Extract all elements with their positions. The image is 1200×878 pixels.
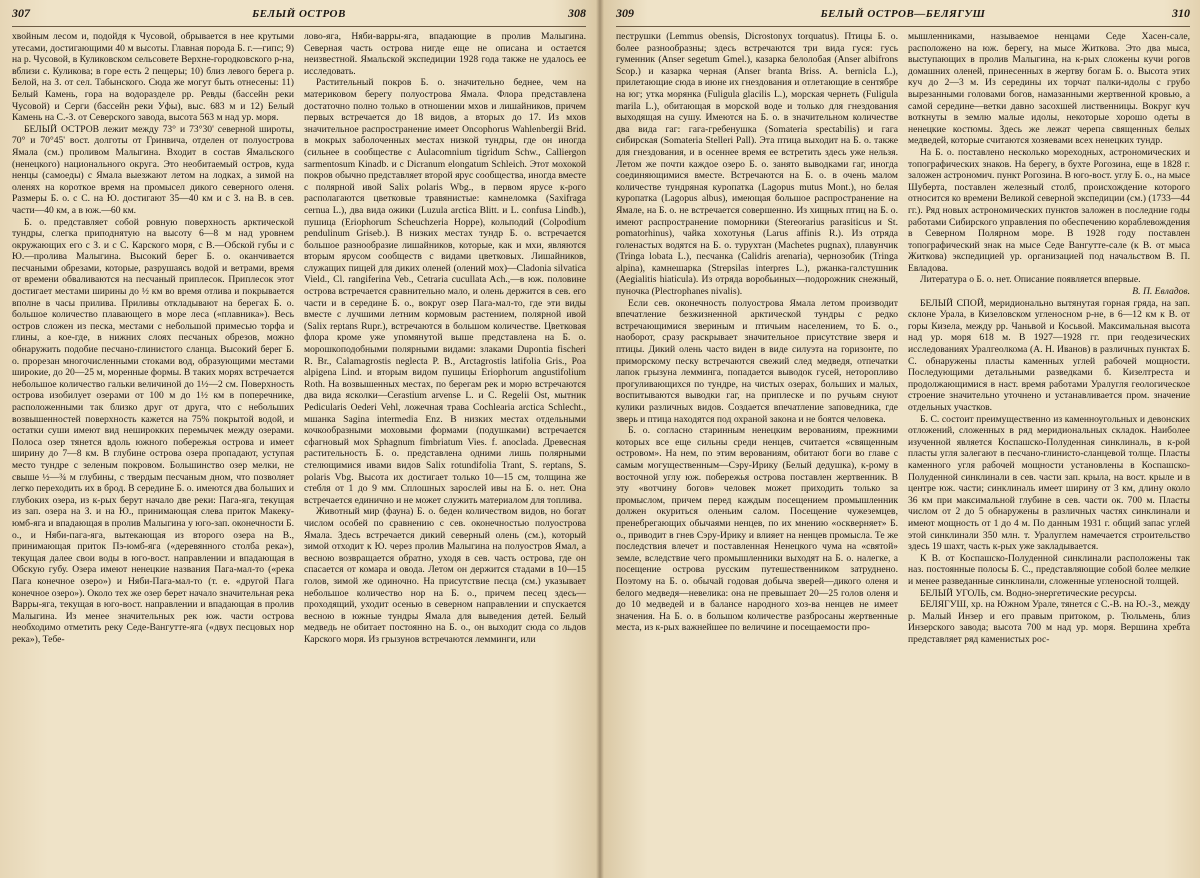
page-number-310: 310 [1171, 6, 1190, 20]
paragraph-fauna: Животный мир (фауна) Б. о. беден количеством видов, но богат числом особей по сравнению с сев. оконечностью полуострова Ямала. Здесь встречается дикий северный олень (см.), который зимой отходит к Ю. через пролив Малыгина на полуостров Ямал, а весною возвращается обратно, уходя в сев. часть острова, где он спасается от комара и овода. Летом он держится стадами в 10—15 голов, зимой же одиночно. На присутствие песца (см.) указывает небольшое количество нор на Б. о., причем песец здесь—проходящий, уходит осенью в северном направлении и спускается весною в южные тундры Ямала для выведения детей. Белый медведь не обитает постоянно на Б. о., он выходит сюда со льдов Карского моря. Из грызунов встречаются лемминги, или [304, 506, 586, 645]
paragraph: Б. о. представляет собой ровную поверхность арктической тундры, слегка приподнятую на высоту 6—8 м над уровнем окружающих его с З. и с С. Карского моря, с В.—Обской губы и с Ю.—пролива Малыгина. Высокий берег Б. о. оканчивается песчаными обрезами, которые, разрушаясь водой и ветрами, время от времени обваливаются на песчаный приплесок. Приплесок этот достигает местами ширины до ½ км во время отлива и покрывается вполне в часы прилива. Приливы откладывают на берегах Б. о. большое количество плавающего в море леса («плавника»). Весь остров сложен из песка, местами с небольшой примесью торфа и глины, а кое-где, в нижних слоях песчаных обрезов, можно обнаружить подобие песчано-глинистого сланца. Высокий берег Б. о. прорезан многочисленными стоками вод, образующими местами широкие, до 20—25 м, моренные формы. В таких морях встречается небольшое количество гальки величиной до 1½—2 см. Поверхность острова изобилует озерами от 100 м до 1½ км в поперечнике, расположенными так близко друг от друга, что с небольших возвышенностей поверхность кажется на 75% покрытой водой, и остатки суши имеют вид неширокких перемычек между озерами. Полоса озер тянется вдоль южного побережья острова и имеет ширину до 7—8 км. В глубине острова озера пропадают, уступая место тундре с зеленым покровом. Большинство озер мелки, не свыше ½—¾ м глубины, с твердым песчаным дном, что позволяет легко переходить их в брод. В середине Б. о. имеются два больших и глубоких озера, из к-рых берут начало две реки: Пага-яга, текущая из зап. озера на З. и на Ю., принимающая слева приток Макеку-юмб-яга и впадающая в пролив Малыгина у юго-зап. оконечности Б. о., и Няби-пага-яга, вытекающая из второго озера на В., принимающая приток Пэ-юмб-яга («деревянного столба река»), текущая далее свои воды в юго-вост. направлении и впадающая в Обскую губу. Озера имеют ненецкие названия Пага-мал-то («река Пага конечное озеро») и Няби-Пага-мал-то (т. е. «другой Пага конечное озеро»). Около тех же озер берет начало значительная река Варры-яга, текущая в юго-вост. направлении и впадающая в пролив Малыгина. Из менее значительных рек юж. части острова необходимо отметить реку Седе-Вангутте-яга («двух песцовых нор река»), Тебе- [12, 216, 294, 645]
paragraph: К В. от Коспашско-Полуденной синклинали расположены так наз. постоянные полосы Б. С., представляющие собой более мелкие и менее разведанные синклинали, сложенные угленосной толщей. [908, 552, 1190, 587]
paragraph-beliy-ostrov: БЕЛЫЙ ОСТРОВ лежит между 73° и 73°30' северной широты, 70° и 70°45' вост. долготы от Гринвича, отделен от полуострова Ямала (см.) проливом Малыгина. Входит в состав Ямальского (ненецкого) национального округа. Это необитаемый остров, куда ненцы (самоеды) с Ямала выезжают летом на лодках, а зимой на оленях на короткое время на промысел дикого северного оленя. Размеры Б. о. с С. на Ю. достигают 35—40 км и с З. на В. в сев. части—40 км, а в юж.—60 км. [12, 123, 294, 216]
paragraph: Б. С. состоит преимущественно из каменноугольных и девонских отложений, сложенных в ряд меридиональных складок. Наиболее изученной является Коспашско-Полуденная синклиналь, в к-рой пласты угля залегают в песчано-глинисто-сланцевой толще. Пласты каменного угля рабочей мощности установлены в Коспашско-Полуденной синклинали в сев. части зап. крыла, на вост. крыле и в центре юж. части; синклиналь имеет ширину от 3 км, длину около 36 км при максимальной глубине в сев. части ок. 700 м. Пласты числом от 2 до 5 обнаружены в различных частях синклинали и имеют мощность от 1 до 4 м. По данным 1931 г. общий запас углей этой синклинали 350 млн. т. Уралуглем намечается строительство здесь 19 шахт, часть к-рых уже закладывается. [908, 413, 1190, 553]
left-column-1 [12, 31, 294, 871]
paragraph: Если сев. оконечность полуострова Ямала летом производит впечатление безжизненной арктической тундры с редко встречающимися звериным и птичьим населением, то Б. о., наоборот, сразу раскрывает значительное присутствие зверя и птицы. Дикий олень часто виден в виде силуэта на горизонте, по приморскому песку встречаются свежий след медведя, отпечатки лапок грызуна лемминга, попадается выводок гусей, неторопливо прогуливающихся по тундре, на чистых озерах, больших и малых, воспитываются выводки гаг, на приплеске и по ручьям снуют кулики различных видов. Создается впечатление заповедника, где зверь и птица находятся под охраной закона и не боятся человека. [616, 297, 898, 425]
left-column-2 [304, 31, 586, 871]
page-number-309: 309 [616, 6, 634, 20]
right-column-2 [908, 31, 1190, 871]
paragraph: мышленниками, называемое ненцами Седе Хасен-сале, расположено на юж. берегу, на мысе Житкова. Это два мыса, выступающих в пролив Малыгина, на к-рых сложены кучи рогов домашних оленей, принесенных в жертву богам Б. о. Высота этих куч до 2—3 м. Из середины их торчат палки-идолы с грубо вырезанными головами богов, намазанными жертвенной кровью, а самой середине—ветки давно засохшей лиственницы. Вокруг куч воткнуты в землю малые идолы, некоторые хорошо одеты в ненецкие костюмы. Здесь же лежат черепа священных белых медведей, которые считаются хозяевами всех ненецких тундр. [908, 31, 1190, 147]
right-running-title: БЕЛЫЙ ОСТРОВ—БЕЛЯГУШ [820, 8, 986, 20]
right-column-1 [616, 31, 898, 871]
paragraph-beliefs: Б. о. согласно старинным ненецким верованиям, прежними которых все еще сильны среди ненцев, считается «священным островом». На нем, по этим верованиям, обитают боги во главе с самым могущественным—Сэру-Ирику (Белый дедушка), к-рому в восточной углу юж. побережья острова поставлен жертвенник. В эту «вотчину богов» человек может приходить только за промыслом, причем перед каждым посещением промышленник должен окуриться оленьим салом. Посещение чужеземцев, пренебрегающих обычаями ненцев, по их мнению «оскверняет» Б. о., приводит в гнев Сэру-Ирику и влияет на ненцев промысла. Те же последствия влечет и поставленная Ненецкого чума на «святой» земле, вследствие чего промышленники выходят на Б. о. налегке, а посещение острова русским путешественником затруднено. Поэтому на Б. о. обычай годовая добыча зверей—дикого оленя и белого медведя—невелика: она не превышает 20—25 голов оленя и до 10 медведей и в балансе народного хоз-ва ненцев не имеет значения. На Б. о. в большом количестве разбросаны жертвенные места, из к-рых важнейшее по величине и посещаемости про- [616, 425, 898, 634]
right-page [600, 0, 1200, 878]
page-number-308: 308 [567, 6, 586, 20]
left-running-head [12, 6, 586, 27]
left-running-title: БЕЛЫЙ ОСТРОВ [252, 8, 346, 20]
paragraph-survey-marks: На Б. о. поставлено несколько мореходных, астрономических и топографических знаков. На берегу, в бухте Рогозина, еще в 1828 г. заложен астрономич. пункт Рогозина. В юго-вост. углу Б. о., на мысе Шуберта, поставлен железный столб, происхождение которого относится ко времени Великой северной экспедиции (см.) (1733—44 гг.). Ряд новых астрономических пунктов заложен в последние годы работами Сибирского управления по обеспечению кораблевождения в Северном Полярном море. В 1928 году поставлен топографический знак на мысе Седе Вангутте-сале (к В. от мыса Житкова) экспедицией ур. организацией под начальством В. П. Евладова. [908, 146, 1190, 274]
paragraph-beliy-ugol: БЕЛЫЙ УГОЛЬ, см. Водно-энергетические ресурсы. [920, 587, 1137, 599]
right-columns [616, 31, 1190, 871]
right-running-head [616, 6, 1190, 27]
author-signature: В. П. Евладов. [1132, 286, 1190, 298]
page-number-307: 307 [12, 6, 30, 20]
paragraph: лово-яга, Няби-варры-яга, впадающие в пролив Малыгина. Северная часть острова нигде еще не описана и остается неизвестной. Ямальской экспедиции 1928 года также не удалось ее исследовать. [304, 31, 586, 77]
paragraph: хвойным лесом и, подойдя к Чусовой, обрывается в нее крутыми утесами, достигающими 40 м высоты. Главная порода Б. г.—гипс; 9) на р. Чусовой, в Куликовском сельсовете Верхне-городковского р-на, вблизи с. Куликова; в горе есть 2 пещеры; 10) близ левого берега р. Белой, на З. от сел. Табынского. Сюда же могут быть отнесены: 11) Белый Камень, гора на водоразделе рр. Ревды (бассейн реки Чусовой) и Серги (бассейн реки Уфы), выс. 683 м и 12) Белый Камень на С.-З. от Северского завода, высота 563 м над ур. моря. [12, 31, 294, 124]
paragraph-belyagush: БЕЛЯГУШ, хр. на Южном Урале, тянется с С.-В. на Ю.-З., между р. Малый Инзер и его правым притоком, р. Тюльмень, близ Инзерского завода; высота 700 м над ур. моря. Вершина хребта представляет ряд каменистых рос- [908, 599, 1190, 645]
paragraph-flora: Растительный покров Б. о. значительно беднее, чем на материковом берегу полуострова Ямала. Флора представлена достаточно полно только в отношении мхов и лишайников, причем первых встречается до 18 видов, а вторых до 17. Из мхов значительное распространение имеет Oncophorus Wahlenbergii Brid. в мокрых заболоченных местах низкой тундры, где он иногда (сильнее в сообществе с Aulacomnium tigridum Schw., Calliergon sarmentosum Kinadb. и с Dicranum elongatum Schleich. Этот мохокой покров обычно представляет второй ярус сообщества, иногда вместе с полярной ивой Salix polaris Wbg., в первом ярусе к-рого располагаются цветковые травянистые: камнеломка (Saxifraga cernua L.), два вида ожики (Luzula arctica Blitt. и L. confusa Lindb.), пушица (Eriophorum Scheuchzeria Hoppe), кольподий (Colpodium pendulinum Griseb.). В низких местах тундр Б. о. встречается большое разнообразие лишайников, которые, как и мхи, являются вторым ярусом сообществ с видами цветковых. Лишайников, служащих пищей для диких оленей (олений мох)—Cladonia silvatica Vield., Cl. rangiferina Veb., Cetraria cucullata Ach.,—в юж. половине острова встречается сравнительно мало, и олень держится в сев. его части и в середине Б. о., вокруг озер Пага-мал-то, где эти виды вместе с лучшими летним кормовым растением, полярной ивой (Salix reptans Rupr.), встречаются в большом количестве. Цветковая флора кроме уже упомянутой выше представлена на Б. о. морошкоподобными полярными видами: злаками Dupontia fischeri R. Br., Calamagrostis neglecta P. B., Arctagrostis latifolia Gris., Poa alpigena Lind. и вторым видом пушицы Eriophorum angustifolium Roth. На возвышенных местах, по берегам рек и морю встречаются два вида ясколки—Cerastium arvense L. и C. Regelii Ost, мытник Pedicularis Oederi Vehl, ложечная трава Cochlearia arctica Schlecht., мшанка Sagina intermedia Enz. В низких местах отдельными кочкообразными моховыми формами (подушками) встречается сфагновый мох Sphagnum fimbriatum Vies. f. anoclada. Древесная растительность Б. о. представлена одними лишь полярными стелющимися ивами видов Salix rotundifolia Trant, S. reptans, S. polaris Vbg. Высота их достигает только 10—15 см, толщина же стебля от 1 до 9 мм. Сплошных зарослей ивы на Б. о. нет. Она встречается единично и не может служить материалом для топлива. [304, 77, 586, 506]
paragraph-birds: пеструшки (Lemmus obensis, Dicrostonyx torquatus). Птицы Б. о. более разнообразны; здесь встречаются три вида гуся: гусь гуменник (Anser segetum Gmel.), казарка белолобая (Anser albifrons Scop.) и казарка черная (Anser branta Briss. A. bernicla L.), прилетающие сюда в июне их гнездования и отлетающие в сентябре на юг; утка морянка (Fuligula glacilis L.), морская чернеть (Fuligula marila L.), обитающая в морской воде и только для гнездования выходящая на сушу. Имеются на Б. о. в значительном количестве два вида гаг: гага-гребенушка (Somateria spectabilis) и гага сибирская (Somateria Stelleri Pall). Эта птица выходит на Б. о. также для гнездования, и в осеннее время ее встретить здесь уже нельзя. Летом же почти каждое озеро Б. о. занято выводками гаг, иногда соединяющимися вместе. Встречаются на Б. о. в очень малом количестве тундряная куропатка (Lagopus mutus Mont.), но белая куропатка (Lagopus albus), имеющая большое распространение на Ямале, на Б. о. не встречается совершенно. Из хищных птиц на Б. о. имеют распространение поморники (Stereorarius parasiticus и St. pomatorhinus), чайка хохотунья (Larus affinis R.). Из отряда голенастых водятся на Б. о. турухтан (Machetes pugnax), плавунчик (Tringa lobata L.), песчанка (Calidris arenaria), чернозобик (Tringa alpina), камнешарка (Strepsilas interpres L.), ржанка-галстушник (Aegialitis hiaticula). Из отряда воробьиных—подорожник снежный, пуночка (Plectrophanes nivalis). [616, 31, 898, 298]
book-gutter [596, 0, 604, 878]
left-columns [12, 31, 586, 871]
paragraph-literature: Литература о Б. о. нет. Описание появляется впервые. [920, 274, 1141, 286]
paragraph-beliy-spoy: БЕЛЫЙ СПОЙ, меридионально вытянутая горная гряда, на зап. склоне Урала, в Кизеловском угленосном р-не, в 6—12 км к В. от горы Кизела, между рр. Чаньвой и Косьвой. Максимальная высота над ур. моря 618 м. В 1927—1928 гг. при геодезических исследованиях Уралгеолкома (А. Н. Иванов) в различных пунктах Б. С. обнаружены пласты каменных углей рабочей мощности. Последующими детальными разведками б. Кизелтреста и продолжающимися в наст. время работами Уралугля геологическое строение значительно уточнено и устанавливается пром. значение отдельных участков. [908, 297, 1190, 413]
